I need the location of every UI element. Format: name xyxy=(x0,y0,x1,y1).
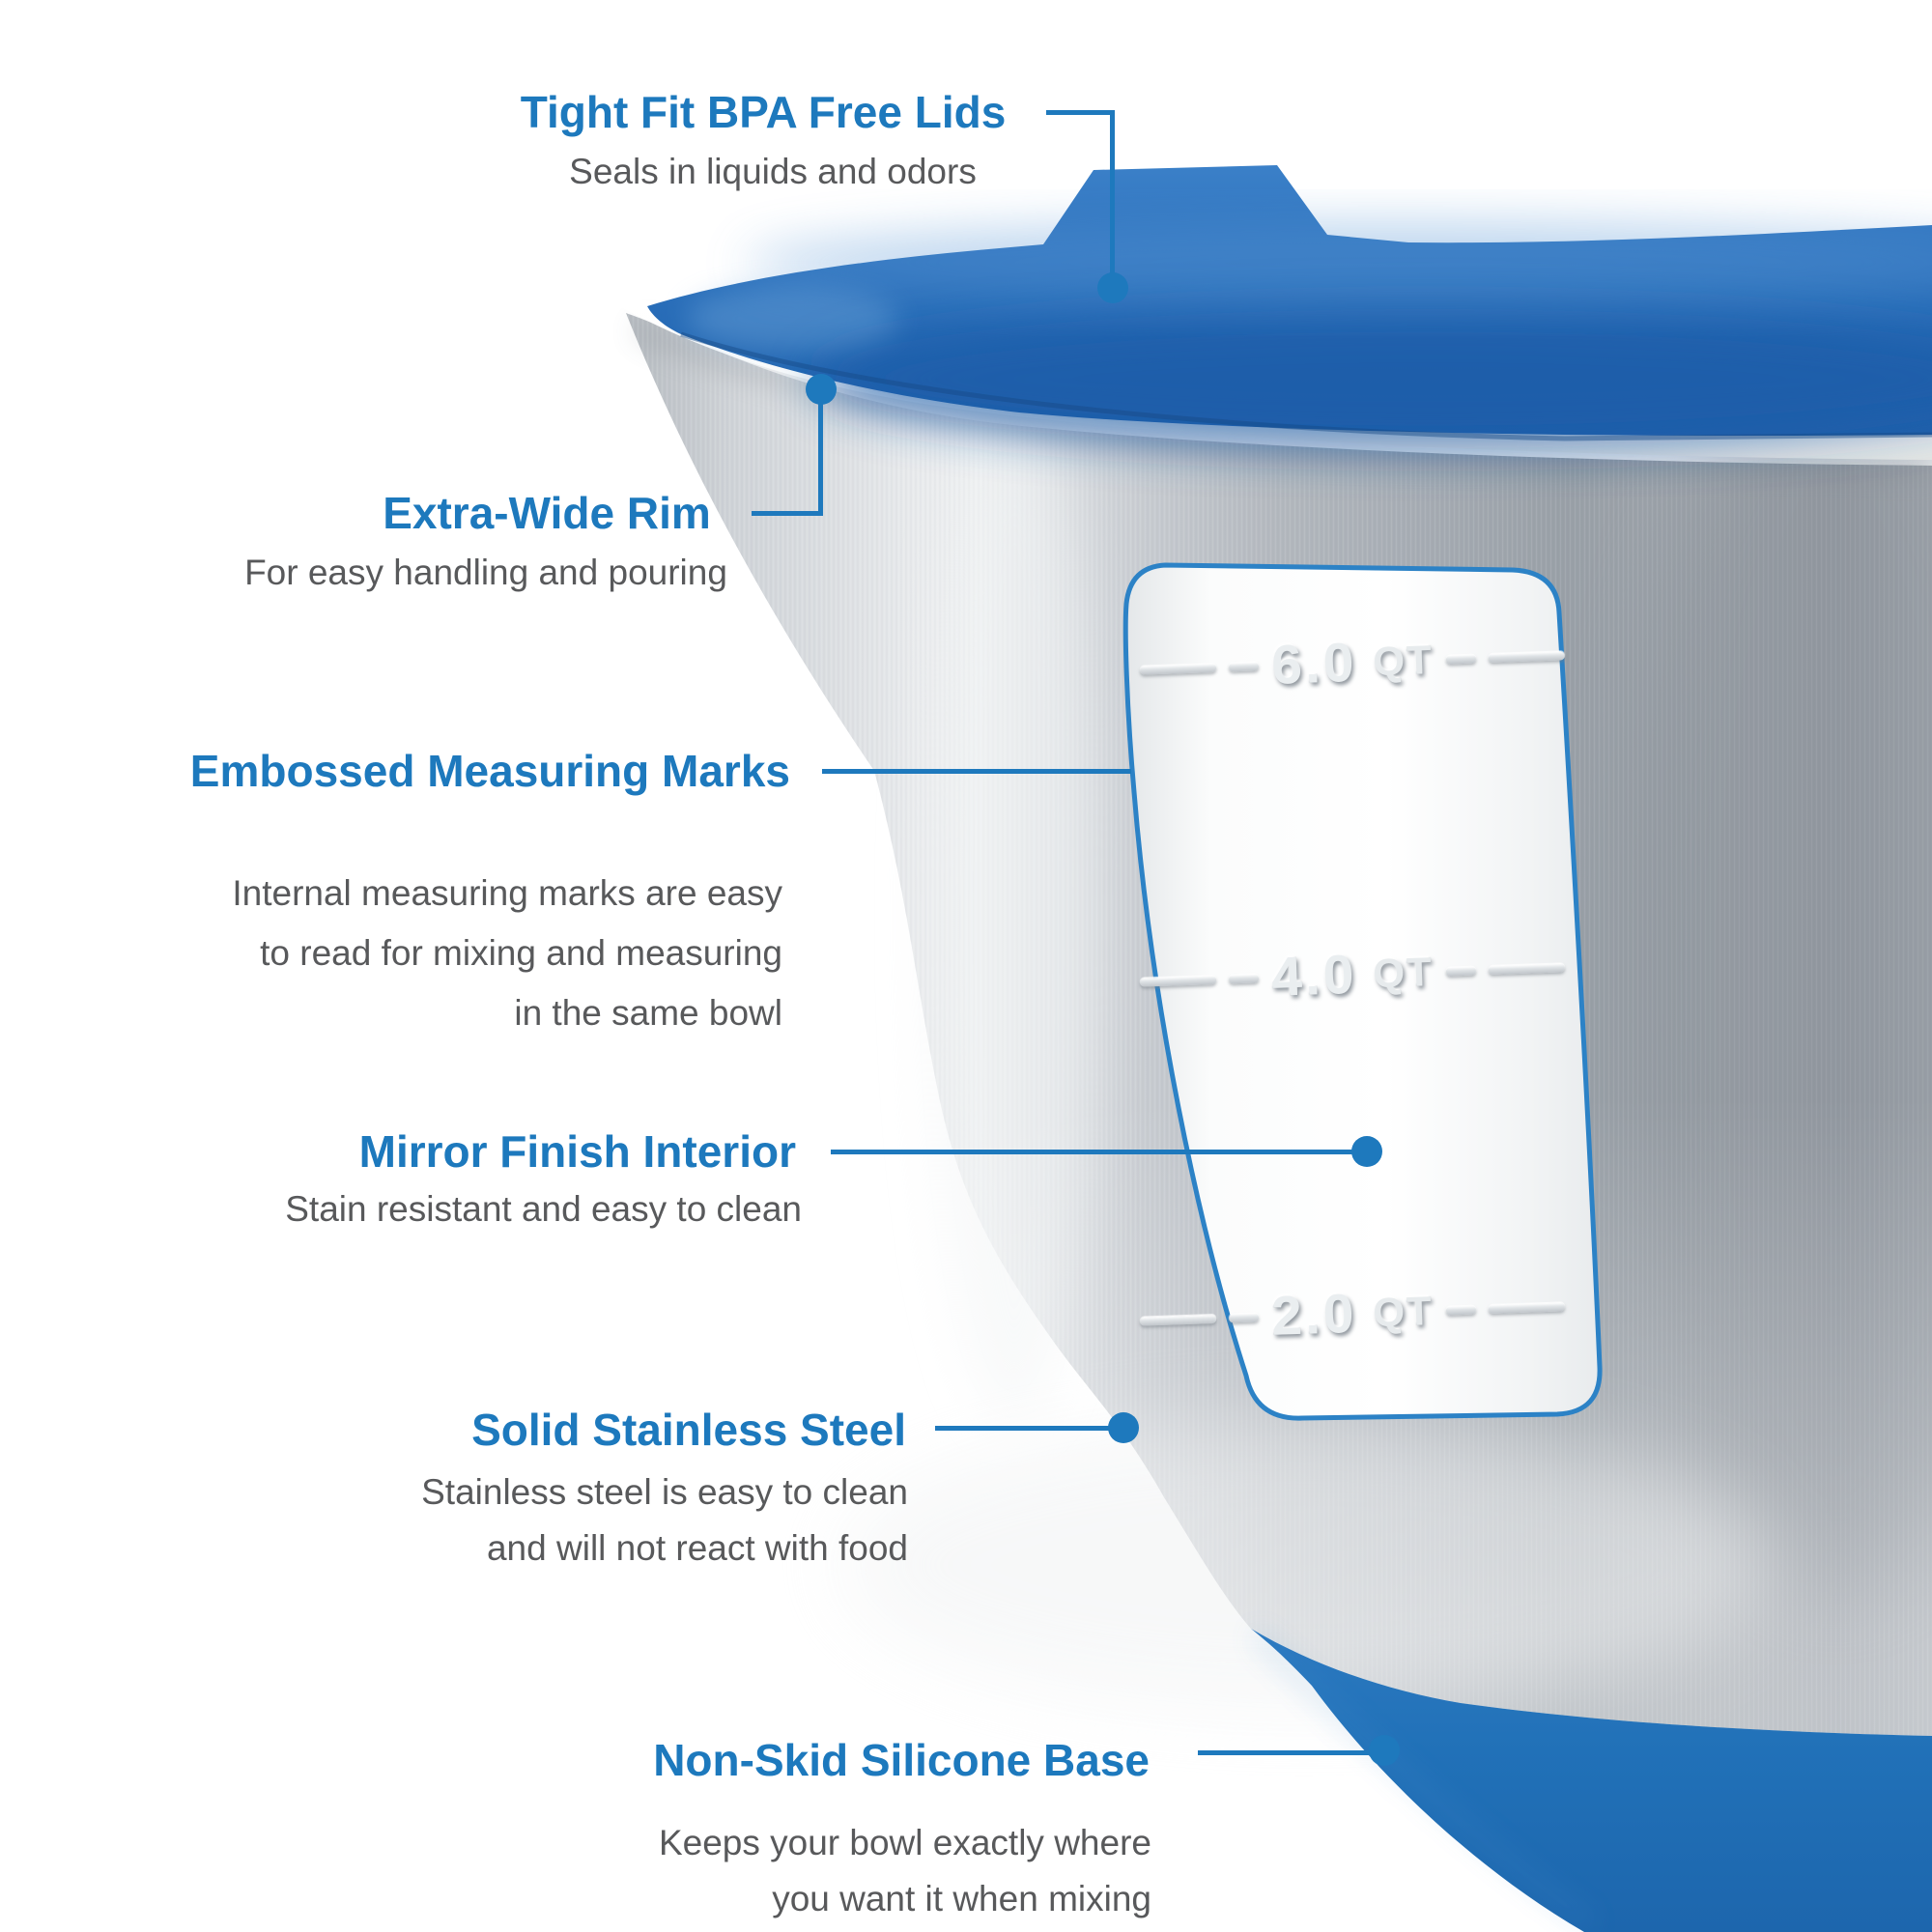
callout-title-marks: Embossed Measuring Marks xyxy=(189,746,790,796)
callout-dot-rim xyxy=(806,374,837,405)
callout-line-base xyxy=(1198,1750,1385,1755)
callout-dot-steel xyxy=(1108,1412,1139,1443)
embossed-dash xyxy=(1446,1305,1476,1315)
measuring-mark-value: 2.0 xyxy=(1270,1282,1358,1348)
callout-desc-line: Stainless steel is easy to clean xyxy=(421,1472,908,1512)
callout-desc-line: to read for mixing and measuring xyxy=(260,933,782,973)
callout-line-marks xyxy=(822,769,1131,774)
measuring-mark-row xyxy=(1139,928,1567,1020)
callout-dot-interior xyxy=(1351,1136,1382,1167)
callout-dot-base xyxy=(1369,1735,1400,1766)
measuring-mark-row xyxy=(1139,1267,1567,1359)
embossed-dash xyxy=(1229,1313,1259,1322)
embossed-dash xyxy=(1229,662,1259,671)
callout-desc-base xyxy=(659,1815,1151,1927)
callout-title-rim: Extra-Wide Rim xyxy=(383,488,711,538)
embossed-dash xyxy=(1140,1314,1216,1325)
measuring-mark-row xyxy=(1139,616,1567,708)
embossed-dash xyxy=(1229,974,1259,983)
callout-desc-line: Internal measuring marks are easy xyxy=(232,873,782,913)
callout-line-lids xyxy=(1046,110,1114,115)
embossed-dash xyxy=(1489,1302,1565,1314)
embossed-dash xyxy=(1446,966,1476,976)
measuring-mark-unit: QT xyxy=(1372,1288,1435,1336)
callout-desc-line: Keeps your bowl exactly where xyxy=(658,1823,1151,1862)
embossed-dash xyxy=(1489,651,1565,663)
embossed-dash xyxy=(1489,963,1565,975)
callout-title-lids: Tight Fit BPA Free Lids xyxy=(520,87,1007,137)
callout-title-base: Non-Skid Silicone Base xyxy=(653,1735,1150,1785)
embossed-dash xyxy=(1140,663,1216,674)
measuring-mark-unit: QT xyxy=(1372,949,1435,997)
callout-line-steel xyxy=(935,1426,1124,1431)
callout-desc-lids: Seals in liquids and odors xyxy=(569,152,977,191)
callout-desc-rim: For easy handling and pouring xyxy=(244,553,727,592)
callout-line-rim-vertical xyxy=(818,388,823,516)
callout-desc-marks xyxy=(232,864,782,1043)
callout-desc-line: and will not react with food xyxy=(486,1528,908,1568)
callout-title-interior: Mirror Finish Interior xyxy=(358,1126,796,1177)
measuring-mark-value: 4.0 xyxy=(1270,943,1358,1009)
callout-desc-interior: Stain resistant and easy to clean xyxy=(285,1189,802,1229)
callout-line-interior xyxy=(831,1150,1368,1154)
measuring-mark-value: 6.0 xyxy=(1270,631,1358,696)
callout-line-lids-vertical xyxy=(1110,110,1115,290)
callout-title-steel: Solid Stainless Steel xyxy=(471,1405,906,1455)
callout-line-rim xyxy=(752,511,823,516)
callout-desc-line: you want it when mixing xyxy=(772,1879,1151,1918)
embossed-dash xyxy=(1446,654,1476,664)
callout-desc-steel xyxy=(421,1464,908,1577)
callout-dot-lids xyxy=(1097,272,1128,303)
callout-desc-line: in the same bowl xyxy=(514,993,782,1033)
embossed-dash xyxy=(1140,975,1216,986)
measuring-mark-unit: QT xyxy=(1372,637,1435,685)
